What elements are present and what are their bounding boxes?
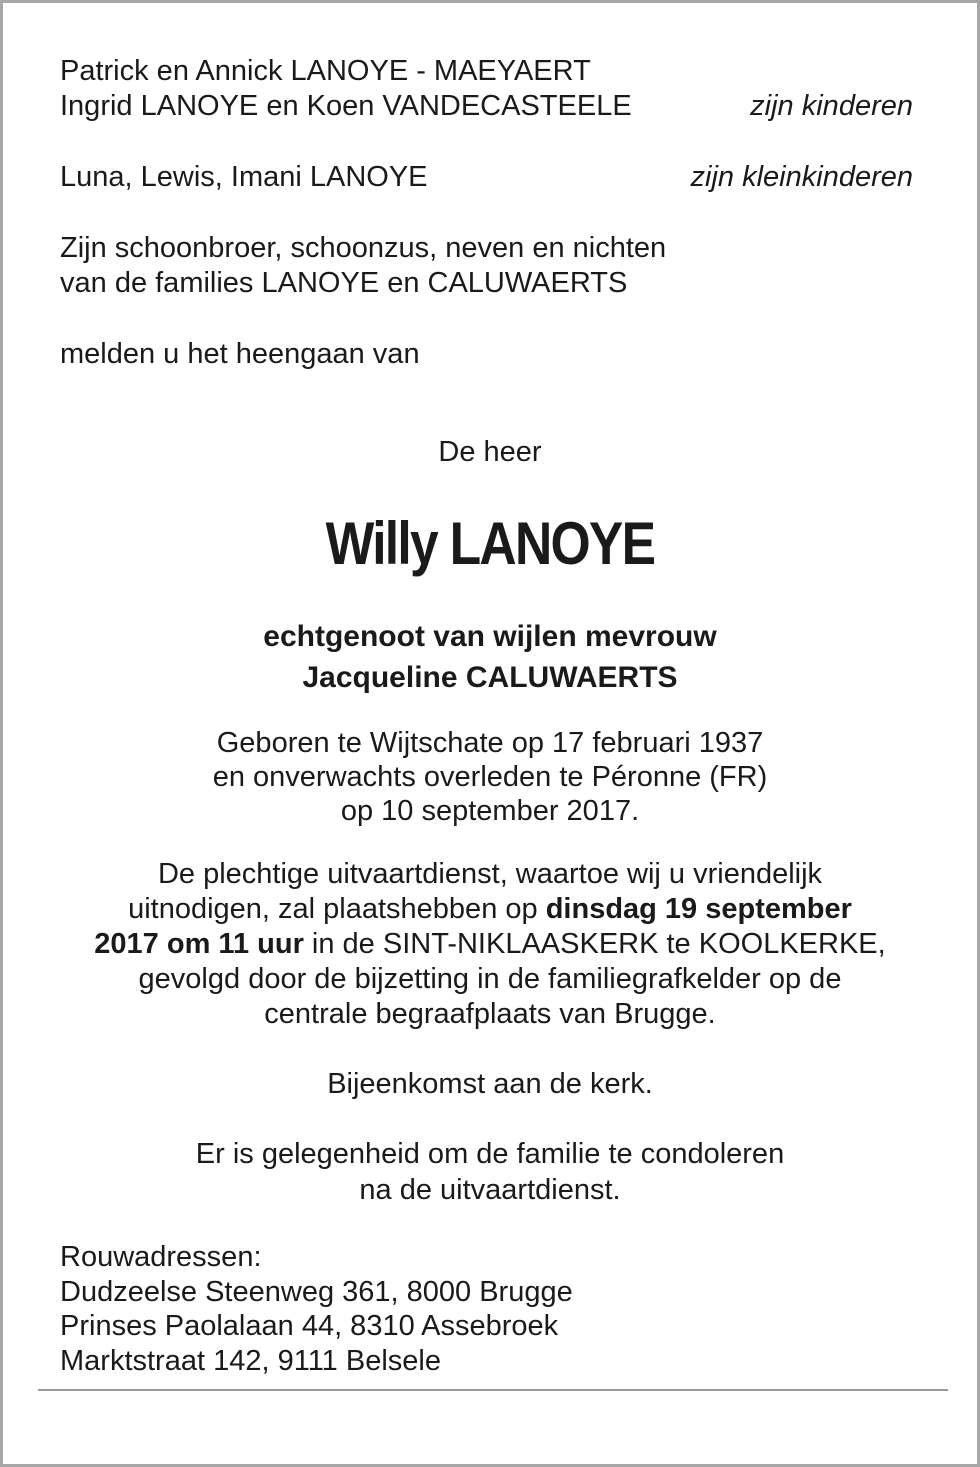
grandchildren-line: Luna, Lewis, Imani LANOYE (60, 161, 428, 193)
address-item: Dudzeelse Steenweg 361, 8000 Brugge (60, 1276, 573, 1308)
service-line-2-text: uitnodigen, zal plaatshebben op (128, 893, 546, 925)
service-line-4: gevolgd door de bijzetting in de familiegrafkelder op de (138, 963, 842, 995)
life-line-3: op 10 september 2017. (340, 795, 640, 827)
service-time: 2017 om 11 uur (94, 928, 304, 960)
service-date: dinsdag 19 september (545, 893, 852, 925)
announce-line: melden u het heengaan van (60, 338, 420, 370)
salutation: De heer (438, 436, 542, 468)
service-line-3 (3, 927, 977, 962)
gathering-line: Bijeenkomst aan de kerk. (327, 1068, 653, 1100)
family-line-1: Patrick en Annick LANOYE - MAEYAERT (60, 55, 591, 87)
deceased-name: Willy LANOYE (325, 510, 655, 577)
life-line-2: en onverwachts overleden te Péronne (FR) (212, 761, 768, 793)
grandchildren-label: zijn kleinkinderen (690, 161, 913, 193)
service-line-1: De plechtige uitvaartdienst, waartoe wij u vriendelijk (157, 858, 823, 890)
service-line-5: centrale begraafplaats van Brugge. (264, 998, 716, 1030)
addresses-title: Rouwadressen: (60, 1241, 262, 1273)
family-line-2: Ingrid LANOYE en Koen VANDECASTEELE (60, 90, 632, 122)
service-line-2 (3, 892, 977, 927)
service-line-3-text: in de SINT-NIKLAASKERK te KOOLKERKE, (303, 928, 886, 960)
life-line-1: Geboren te Wijtschate op 17 februari 1937 (216, 727, 764, 759)
condolence-line-2: na de uitvaartdienst. (359, 1174, 621, 1206)
children-label: zijn kinderen (750, 90, 913, 122)
spouse-line-2: Jacqueline CALUWAERTS (302, 661, 678, 694)
relatives-line-2: van de families LANOYE en CALUWAERTS (60, 267, 628, 299)
spouse-line-1: echtgenoot van wijlen mevrouw (263, 620, 717, 653)
address-item: Prinses Paolalaan 44, 8310 Assebroek (60, 1310, 559, 1342)
address-item: Marktstraat 142, 9111 Belsele (60, 1345, 441, 1377)
bottom-divider (38, 1389, 948, 1391)
condolence-line-1: Er is gelegenheid om de familie te condoleren (195, 1138, 785, 1170)
relatives-line-1: Zijn schoonbroer, schoonzus, neven en nichten (60, 232, 667, 264)
